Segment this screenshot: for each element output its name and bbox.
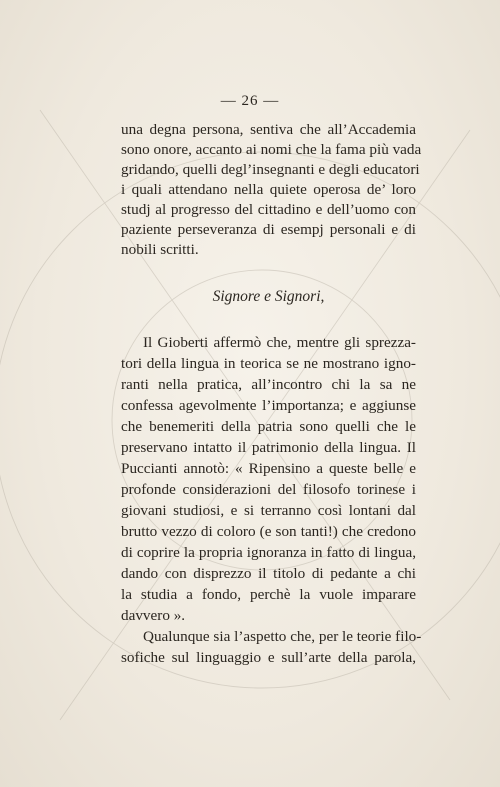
text-line: una degna persona, sentiva che all’Accademia <box>121 121 416 138</box>
text-line: ranti nella pratica, all’incontro chi la sa ne <box>121 376 416 393</box>
text-line: preservano intatto il patrimonio della lingua. Il <box>121 439 416 456</box>
text-line: sono onore, accanto ai nomi che la fama più vada <box>121 141 422 158</box>
text-line: di coprire la propria ignoranza in fatto di lingua, <box>121 544 416 561</box>
text-line: confessa agevolmente l’importanza; e aggiunse <box>121 397 416 414</box>
text-line: Puccianti annotò: « Ripensino a queste belle e <box>121 460 416 477</box>
text-line: che benemeriti della patria sono quelli che le <box>121 418 416 435</box>
text-line: dando con disprezzo il titolo di pedante a chi <box>121 565 416 582</box>
text-line: giovani studiosi, e si terranno così lontani dal <box>121 502 416 519</box>
text-line: brutto vezzo di coloro (e son tanti!) che credono <box>121 523 416 540</box>
text-line: gridando, quelli degl’insegnanti e degli educatori <box>121 161 420 178</box>
text-line: tori della lingua in teorica se ne mostrano igno- <box>121 355 416 372</box>
text-line: davvero ». <box>121 607 186 624</box>
text-line: Il Gioberti affermò che, mentre gli sprezza- <box>143 334 416 351</box>
text-line: studj al progresso del cittadino e dell’uomo con <box>121 201 416 218</box>
text-line: paziente perseveranza di esempj personali e di <box>121 221 416 238</box>
text-line: nobili scritti. <box>121 241 199 258</box>
text-line: profonde considerazioni del filosofo torinese i <box>121 481 416 498</box>
text-line: Qualunque sia l’aspetto che, per le teorie filo- <box>143 628 422 645</box>
salutation-heading: Signore e Signori, <box>212 288 325 305</box>
page-number: — 26 — <box>220 93 280 109</box>
text-line: la studia a fondo, perchè la vuole imparare <box>121 586 416 603</box>
text-line: sofiche sul linguaggio e sull’arte della parola, <box>121 649 416 666</box>
text-line: i quali attendano nella quiete operosa de’ loro <box>121 181 416 198</box>
